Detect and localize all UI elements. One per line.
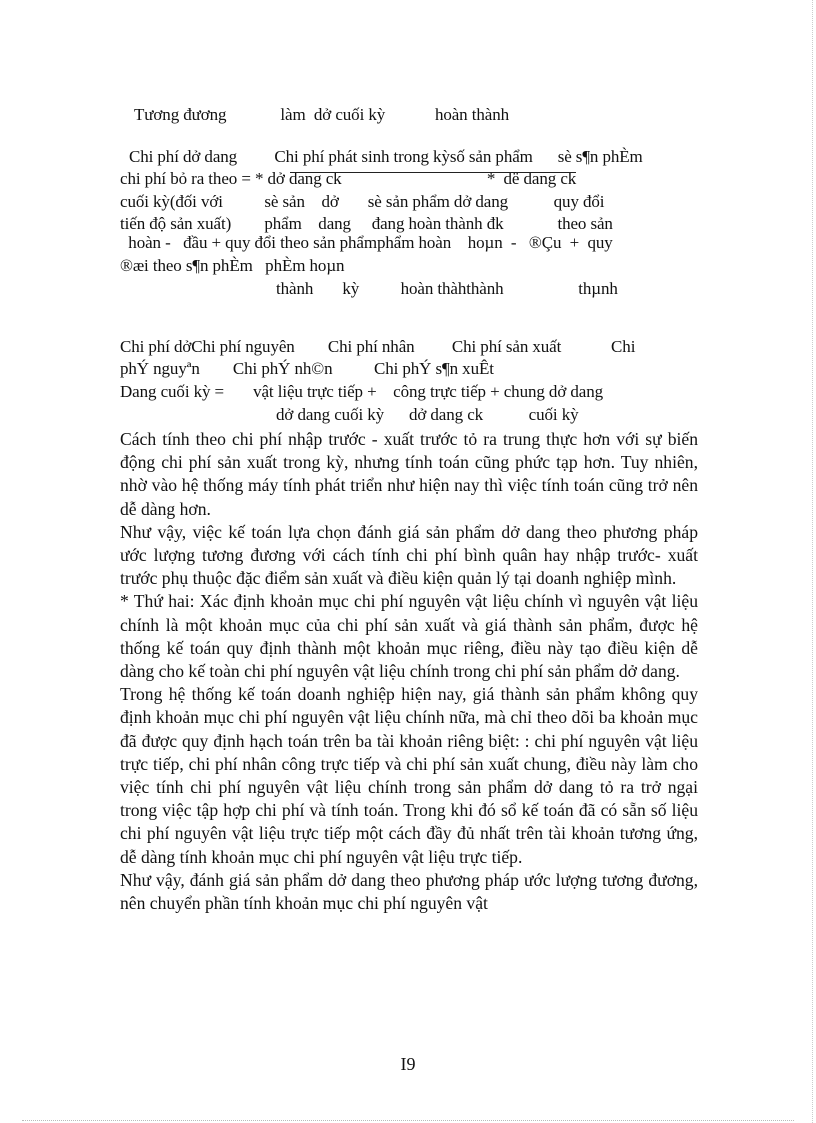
formula-line: dở dang cuối kỳ dở dang ck cuối kỳ <box>276 405 579 424</box>
formula-line: tiến độ sản xuất) phẩm dang đang hoàn thành đk theo sản <box>120 214 613 233</box>
fraction-bar <box>290 172 576 173</box>
formula-line: ®æi theo s¶n phÈm phÈm hoµn <box>120 256 345 275</box>
formula-line: Chi phí dở dang Chi phí phát sinh trong kỳsố sản phẩm sè s¶n phÈm <box>129 147 643 166</box>
page-number: I9 <box>400 1054 416 1074</box>
paragraph: Như vậy, việc kế toán lựa chọn đánh giá sản phẩm dở dang theo phương pháp ước lượng tương đương với cách tính chi phí bình quân hay nhập trước- xuất trước phụ thuộc đặc điểm sản xuất và điều kiện quản lý tại doanh nghiệp mình. <box>120 521 698 589</box>
formula-line: Chi phí dởChi phí nguyên Chi phí nhân Chi phí sản xuất Chi <box>120 337 636 356</box>
formula-line: Dang cuối kỳ = vật liệu trực tiếp + công trực tiếp + chung dở dang <box>120 382 604 401</box>
paragraph: * Thứ hai: Xác định khoản mục chi phí nguyên vật liệu chính vì nguyên vật liệu chính là một khoản mục của chi phí sản xuất và giá thành sản phẩm, được hệ thống kế toán quy định thành một khoản mục riêng, điều này tạo điều kiện dễ dàng cho kế toàn chi phí nguyên vật liệu chính trong chi phí sản phẩm dở dang. <box>120 591 698 682</box>
body-text <box>120 428 698 915</box>
formula-line: phÝ nguyªn Chi phÝ nh©n Chi phÝ s¶n xuÊt <box>120 359 494 378</box>
formula-line: chi phí bỏ ra theo = * dở dang ck * dë dang ck <box>120 169 577 188</box>
page-edge-divider <box>812 0 813 1123</box>
paragraph: Như vậy, đánh giá sản phẩm dở dang theo phương pháp ước lượng tương đương, nên chuyển phần tính khoản mục chi phí nguyên vật <box>120 869 698 914</box>
paragraph: Cách tính theo chi phí nhập trước - xuất trước tỏ ra trung thực hơn với sự biến động chi phí sản xuất trong kỳ, nhưng tính toán cũng phức tạp hơn. Tuy nhiên, nhờ vào hệ thống máy tính phát triển như hiện nay thì việc tính toán cũng trở nên dễ dàng hơn. <box>120 429 698 519</box>
formula-line: Tương đương làm dở cuối kỳ hoàn thành <box>134 105 510 124</box>
page-edge-divider <box>22 1120 794 1121</box>
formula-line: hoàn - đầu + quy đổi theo sản phẩmphẩm hoàn hoµn - ®Çu + quy <box>120 233 613 252</box>
formula-line: thành kỳ hoàn thàhthành thµnh <box>276 279 618 298</box>
paragraph: Trong hệ thống kế toán doanh nghiệp hiện nay, giá thành sản phẩm không quy định khoản mục chi phí nguyên vật liệu chính nữa, mà chỉ theo dõi ba khoản mục đã được quy định hạch toán trên ba tài khoản riêng biệt: : chi phí nguyên vật liệu trực tiếp, chi phí nhân công trực tiếp và chi phí sản xuất chung, điều này làm cho việc tính chi phí nguyên vật liệu chính trong sản phẩm dở dang tỏ ra trở ngại trong việc tập hợp chi phí và tính toán. Trong khi đó sổ kế toán đã có sẵn số liệu chi phí nguyên vật liệu trực tiếp một cách đầy đủ nhất trên tài khoản tương ứng, dễ dàng tính khoản mục chi phí nguyên vật liệu trực tiếp. <box>120 684 698 867</box>
formula-line: cuối kỳ(đối với sè sản dở sè sản phẩm dở dang quy đổi <box>120 192 605 211</box>
